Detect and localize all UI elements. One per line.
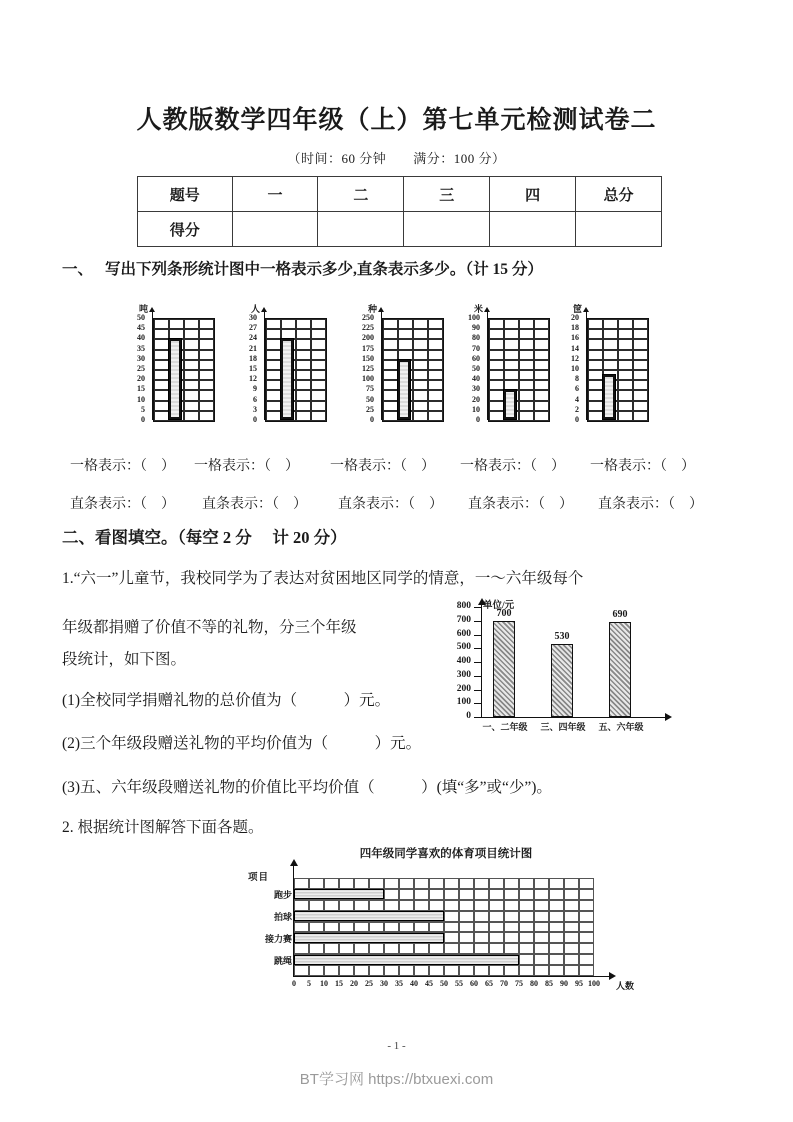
tick-label: 100	[456, 697, 471, 708]
tick-label: 15	[249, 363, 257, 373]
tick-label: 50	[472, 363, 480, 373]
category-label: 一、二年级	[482, 722, 528, 732]
tick-label: 5	[307, 979, 311, 988]
mini-chart-unit-label: 米	[474, 304, 484, 314]
x-axis-line	[293, 976, 611, 977]
tick-label: 40	[137, 333, 145, 343]
tick-label: 0	[253, 414, 257, 424]
tick-label: 25	[137, 363, 145, 373]
chart-gridlines	[587, 318, 649, 422]
mini-bar-chart-4	[456, 300, 564, 450]
tick-label: 0	[141, 414, 145, 424]
x-axis-arrow-icon	[665, 713, 672, 721]
score-cell-total[interactable]	[576, 212, 662, 247]
tick-label: 27	[249, 323, 257, 333]
gift-chart-unit-label: 单位/元	[483, 601, 515, 611]
category-label: 拍球	[273, 912, 292, 923]
tick-label: 24	[249, 333, 257, 343]
tick-label: 90	[560, 979, 568, 988]
chart-bar	[294, 911, 444, 921]
tick-label: 0	[476, 414, 480, 424]
tick-label: 150	[362, 353, 374, 363]
bar-value-label: 530	[554, 631, 570, 643]
score-col-2: 二	[318, 177, 404, 212]
y-axis-tick	[474, 621, 481, 622]
y-axis-tick	[474, 703, 481, 704]
tick-label: 55	[455, 979, 463, 988]
table-row	[138, 177, 662, 212]
mini-chart-unit-label: 人	[251, 304, 261, 314]
mini-charts-strip	[128, 300, 688, 450]
y-axis-tick	[474, 662, 481, 663]
tick-label: 45	[425, 979, 433, 988]
score-col-total: 总分	[576, 177, 662, 212]
tick-label: 10	[472, 404, 480, 414]
y-axis-tick	[474, 690, 481, 691]
chart-bar	[493, 621, 515, 717]
x-axis-arrow-icon	[609, 972, 616, 980]
tick-label: 300	[456, 669, 471, 680]
chart-bar	[294, 933, 444, 943]
tick-label: 15	[137, 384, 145, 394]
category-label: 跳绳	[273, 955, 292, 966]
mini-chart-unit-label: 种	[368, 304, 378, 314]
tick-label: 90	[472, 323, 480, 333]
tick-label: 600	[456, 628, 471, 639]
answer-blank-cell-2[interactable]: 一格表示：（ ）	[194, 459, 299, 474]
tick-label: 100	[588, 979, 600, 988]
answer-blank-bar-1[interactable]: 直条表示：（ ）	[70, 497, 175, 512]
answer-blank-bar-5[interactable]: 直条表示：（ ）	[598, 497, 703, 512]
answer-blank-cell-1[interactable]: 一格表示：（ ）	[70, 459, 175, 474]
score-cell-3[interactable]	[404, 212, 490, 247]
tick-label: 15	[335, 979, 343, 988]
gift-donation-bar-chart	[455, 600, 745, 748]
tick-label: 40	[410, 979, 418, 988]
section-one-text: 写出下列条形统计图中一格表示多少,直条表示多少。（计 15 分）	[105, 261, 543, 278]
tick-label: 20	[472, 394, 480, 404]
exam-meta: （时间：60 分钟 满分：100 分）	[287, 151, 506, 166]
answer-blank-cell-4[interactable]: 一格表示：（ ）	[460, 459, 565, 474]
tick-label: 18	[571, 323, 579, 333]
sports-chart-title: 四年级同学喜欢的体育项目统计图	[359, 848, 533, 860]
section-one-number: 一、	[62, 261, 94, 278]
tick-label: 30	[137, 353, 145, 363]
answer-blank-bar-3[interactable]: 直条表示：（ ）	[338, 497, 443, 512]
tick-label: 10	[571, 363, 579, 373]
tick-label: 75	[366, 384, 374, 394]
chart-gridlines	[488, 318, 550, 422]
sports-chart-x-label: 人数	[616, 981, 635, 991]
answer-blank-cell-5[interactable]: 一格表示：（ ）	[590, 459, 695, 474]
tick-label: 700	[456, 614, 471, 625]
y-axis-tick	[474, 607, 481, 608]
category-label: 三、四年级	[540, 722, 586, 732]
y-axis-tick-labels	[240, 314, 257, 426]
x-axis-line	[481, 717, 667, 718]
answer-blank-bar-2[interactable]: 直条表示：（ ）	[202, 497, 307, 512]
tick-label: 30	[380, 979, 388, 988]
bar-value-label: 690	[612, 609, 628, 621]
y-axis-tick	[474, 676, 481, 677]
score-cell-4[interactable]	[490, 212, 576, 247]
chart-gridlines	[153, 318, 215, 422]
question-1-item-1: (1)全校同学捐赠礼物的总价值为（ ）元。	[62, 692, 391, 709]
sports-preference-chart	[246, 845, 646, 1005]
tick-label: 18	[249, 353, 257, 363]
tick-label: 175	[362, 343, 374, 353]
question-1-line-2b: 段统计，如下图。	[62, 650, 187, 668]
mini-bar-chart-5	[562, 300, 670, 450]
tick-label: 12	[249, 374, 257, 384]
sports-chart-y-label: 项目	[248, 873, 270, 883]
question-2-text: 2. 根据统计图解答下面各题。	[62, 819, 264, 836]
chart-bar	[397, 359, 411, 420]
chart-bar	[168, 338, 182, 420]
tick-label: 40	[472, 374, 480, 384]
y-axis-tick	[474, 717, 481, 718]
y-axis-tick	[474, 648, 481, 649]
tick-label: 45	[137, 323, 145, 333]
question-1-line-2	[62, 612, 442, 676]
score-col-3: 三	[404, 177, 490, 212]
mini-bar-chart-2	[240, 300, 348, 450]
y-axis-tick-labels	[456, 314, 480, 426]
tick-label: 14	[571, 343, 579, 353]
mini-bar-chart-1	[128, 300, 236, 450]
chart-bar	[609, 622, 631, 717]
page-title: 人教版数学四年级（上）第七单元检测试卷二	[136, 107, 657, 134]
question-1-item-3: (3)五、六年级段赠送礼物的价值比平均价值（ ）(填“多”或“少”)。	[62, 779, 552, 796]
tick-label: 0	[466, 711, 471, 721]
tick-label: 100	[362, 374, 374, 384]
y-axis-line	[481, 604, 482, 718]
tick-label: 8	[575, 374, 579, 384]
bar-value-label: 700	[496, 607, 512, 619]
tick-label: 25	[365, 979, 373, 988]
tick-label: 20	[350, 979, 358, 988]
tick-label: 9	[253, 384, 257, 394]
score-row-label: 得分	[138, 212, 233, 247]
tick-label: 5	[141, 404, 145, 414]
tick-label: 250	[362, 313, 374, 322]
chart-gridlines	[265, 318, 327, 422]
tick-label: 75	[515, 979, 523, 988]
x-axis-tick-labels	[292, 979, 600, 991]
y-axis-tick-labels	[350, 314, 374, 426]
tick-label: 60	[470, 979, 478, 988]
tick-label: 200	[456, 683, 471, 694]
site-watermark: BT学习网 https://btxuexi.com	[299, 1071, 494, 1088]
tick-label: 400	[456, 656, 471, 666]
tick-label: 500	[456, 642, 471, 653]
y-axis-tick	[474, 635, 481, 636]
section-one-heading	[62, 258, 762, 282]
tick-label: 0	[370, 414, 374, 424]
score-cell-1[interactable]	[232, 212, 318, 247]
tick-label: 0	[292, 979, 296, 988]
tick-label: 70	[500, 979, 508, 988]
page-number: - 1 -	[387, 1040, 406, 1052]
tick-label: 35	[137, 343, 145, 353]
tick-label: 80	[472, 333, 480, 343]
tick-label: 25	[366, 404, 374, 414]
y-axis-tick-labels	[562, 314, 579, 426]
chart-bar	[280, 338, 294, 420]
tick-label: 80	[530, 979, 538, 988]
mini-chart-unit-label: 吨	[139, 304, 149, 314]
category-label: 五、六年级	[598, 722, 644, 732]
chart-bar	[294, 955, 519, 965]
tick-label: 10	[137, 394, 145, 404]
tick-label: 20	[571, 313, 579, 322]
tick-label: 30	[472, 384, 480, 394]
y-axis-tick-labels	[128, 314, 145, 426]
tick-label: 21	[249, 343, 257, 353]
tick-label: 70	[472, 343, 480, 353]
tick-label: 60	[472, 353, 480, 363]
tick-label: 225	[362, 323, 374, 333]
tick-label: 3	[253, 404, 257, 414]
tick-label: 35	[395, 979, 403, 988]
category-label: 接力赛	[264, 933, 292, 944]
tick-label: 4	[575, 394, 579, 404]
tick-label: 6	[575, 384, 579, 394]
tick-label: 800	[456, 601, 471, 611]
chart-bar	[503, 389, 517, 420]
chart-gridlines	[382, 318, 444, 422]
mini-chart-unit-label: 筐	[573, 304, 583, 314]
tick-label: 200	[362, 333, 374, 343]
chart-bar	[294, 889, 384, 899]
chart-bar	[602, 374, 616, 420]
score-table	[137, 176, 662, 247]
question-1-line-1: 1.“六一”儿童节，我校同学为了表达对贫困地区同学的情意，一～六年级每个	[62, 570, 584, 587]
answer-blank-bar-4[interactable]: 直条表示：（ ）	[468, 497, 573, 512]
chart-bar	[551, 644, 573, 717]
question-1-item-2: (2)三个年级段赠送礼物的平均价值为（ ）元。	[62, 735, 422, 752]
score-col-4: 四	[490, 177, 576, 212]
tick-label: 16	[571, 333, 579, 343]
tick-label: 30	[249, 313, 257, 322]
tick-label: 100	[468, 313, 480, 322]
question-1-line-2a: 年级都捐赠了价值不等的礼物，分三个年级	[62, 619, 357, 636]
tick-label: 65	[485, 979, 493, 988]
score-row-label: 题号	[138, 177, 233, 212]
mini-bar-chart-3	[350, 300, 458, 450]
tick-label: 10	[320, 979, 328, 988]
tick-label: 85	[545, 979, 553, 988]
tick-label: 20	[137, 374, 145, 384]
tick-label: 2	[575, 404, 579, 414]
score-col-1: 一	[232, 177, 318, 212]
tick-label: 50	[137, 313, 145, 322]
category-label: 跑步	[273, 890, 292, 901]
table-row	[138, 212, 662, 247]
tick-label: 0	[575, 414, 579, 424]
answer-blank-cell-3[interactable]: 一格表示：（ ）	[330, 459, 435, 474]
section-two-heading: 二、看图填空。（每空 2 分 计 20 分）	[62, 528, 347, 547]
tick-label: 12	[571, 353, 579, 363]
tick-label: 95	[575, 979, 583, 988]
tick-label: 6	[253, 394, 257, 404]
score-cell-2[interactable]	[318, 212, 404, 247]
tick-label: 50	[366, 394, 374, 404]
tick-label: 125	[362, 363, 374, 373]
tick-label: 50	[440, 979, 448, 988]
